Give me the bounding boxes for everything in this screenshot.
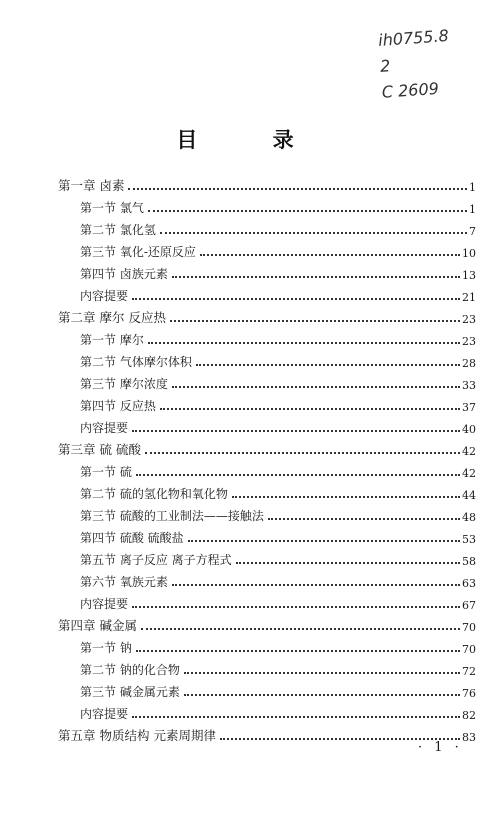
dot-leader	[128, 188, 467, 190]
page-title: 目 录	[176, 128, 328, 152]
toc-section-entry[interactable]	[58, 260, 476, 282]
dot-leader	[172, 276, 460, 278]
toc-section-entry[interactable]	[58, 546, 476, 568]
toc-section-entry[interactable]	[58, 568, 476, 590]
dot-leader	[148, 210, 467, 212]
dot-leader	[132, 606, 460, 608]
toc-section-entry[interactable]	[58, 634, 476, 656]
toc-entry-label: 第四节 硫酸 硫酸盐	[80, 531, 184, 545]
toc-entry-label: 第六节 氧族元素	[80, 575, 168, 589]
toc-entry-label: 第一节 摩尔	[80, 333, 144, 347]
dot-leader	[132, 298, 460, 300]
dot-leader	[268, 518, 460, 520]
toc-section-entry[interactable]	[58, 678, 476, 700]
toc-entry-label: 第五节 离子反应 离子方程式	[80, 553, 232, 567]
toc-chapter-entry[interactable]	[58, 172, 476, 194]
toc-entry-page: 63	[462, 577, 476, 590]
toc-entry-label: 内容提要	[80, 597, 129, 611]
toc-entry-page: 21	[462, 291, 476, 304]
toc-entry-label: 内容提要	[80, 707, 129, 721]
toc-section-entry[interactable]	[58, 392, 476, 414]
dot-leader	[132, 430, 460, 432]
table-of-contents	[58, 172, 476, 744]
toc-entry-page: 13	[462, 269, 476, 282]
toc-entry-page: 70	[462, 643, 476, 656]
toc-section-entry[interactable]	[58, 216, 476, 238]
dot-leader	[136, 474, 460, 476]
dot-leader	[148, 342, 460, 344]
toc-section-entry[interactable]	[58, 326, 476, 348]
dot-leader	[170, 320, 460, 322]
toc-entry-page: 70	[462, 621, 476, 634]
toc-entry-label: 第一节 氯气	[80, 201, 144, 215]
toc-entry-label: 第一节 钠	[80, 641, 132, 655]
toc-section-entry[interactable]	[58, 502, 476, 524]
toc-chapter-entry[interactable]	[58, 304, 476, 326]
toc-section-entry[interactable]	[58, 458, 476, 480]
toc-entry-label: 第三章 硫 硫酸	[58, 442, 141, 457]
toc-entry-page: 40	[462, 423, 476, 436]
dot-leader	[141, 628, 460, 630]
toc-entry-label: 第四节 反应热	[80, 399, 156, 413]
dot-leader	[184, 672, 460, 674]
toc-entry-page: 10	[462, 247, 476, 260]
toc-entry-page: 1	[469, 203, 476, 216]
dot-leader	[232, 496, 460, 498]
dot-leader	[172, 386, 460, 388]
toc-entry-page: 28	[462, 357, 476, 370]
dot-leader	[160, 408, 460, 410]
toc-entry-page: 42	[462, 467, 476, 480]
toc-section-entry[interactable]	[58, 348, 476, 370]
toc-section-entry[interactable]	[58, 238, 476, 260]
dot-leader	[184, 694, 460, 696]
toc-entry-label: 第三节 氧化-还原反应	[80, 245, 196, 259]
handwriting-line-3: C 2609	[381, 78, 440, 102]
dot-leader	[160, 232, 467, 234]
dot-leader	[188, 540, 460, 542]
toc-chapter-entry[interactable]	[58, 722, 476, 744]
handwriting-line-2: 2	[379, 56, 391, 76]
toc-entry-page: 33	[462, 379, 476, 392]
toc-section-entry[interactable]	[58, 370, 476, 392]
dot-leader	[132, 716, 460, 718]
toc-entry-label: 第二节 氯化氢	[80, 223, 156, 237]
toc-section-entry[interactable]	[58, 194, 476, 216]
toc-entry-label: 第三节 摩尔浓度	[80, 377, 168, 391]
toc-entry-page: 7	[469, 225, 476, 238]
handwriting-line-1: ih0755.8	[377, 26, 450, 50]
toc-section-entry[interactable]	[58, 414, 476, 436]
toc-entry-label: 第四节 卤族元素	[80, 267, 168, 281]
toc-entry-page: 42	[462, 445, 476, 458]
toc-entry-page: 23	[462, 313, 476, 326]
toc-entry-label: 内容提要	[80, 421, 129, 435]
toc-entry-page: 48	[462, 511, 476, 524]
toc-entry-label: 第一节 硫	[80, 465, 132, 479]
toc-entry-page: 1	[469, 181, 476, 194]
toc-section-entry[interactable]	[58, 700, 476, 722]
toc-entry-page: 83	[462, 731, 476, 744]
toc-entry-label: 第二节 气体摩尔体积	[80, 355, 192, 369]
dot-leader	[236, 562, 460, 564]
toc-section-entry[interactable]	[58, 656, 476, 678]
page-number: · 1 ·	[418, 740, 463, 755]
toc-entry-page: 37	[462, 401, 476, 414]
toc-entry-page: 72	[462, 665, 476, 678]
toc-entry-label: 第一章 卤素	[58, 178, 125, 193]
toc-entry-page: 44	[462, 489, 476, 502]
toc-entry-page: 82	[462, 709, 476, 722]
toc-entry-page: 58	[462, 555, 476, 568]
dot-leader	[172, 584, 460, 586]
toc-section-entry[interactable]	[58, 524, 476, 546]
toc-entry-page: 53	[462, 533, 476, 546]
toc-chapter-entry[interactable]	[58, 436, 476, 458]
handwritten-annotation	[377, 20, 492, 105]
toc-section-entry[interactable]	[58, 480, 476, 502]
toc-entry-label: 第四章 碱金属	[58, 618, 137, 633]
toc-section-entry[interactable]	[58, 282, 476, 304]
dot-leader	[136, 650, 460, 652]
dot-leader	[145, 452, 460, 454]
toc-entry-page: 67	[462, 599, 476, 612]
toc-entry-label: 第三节 碱金属元素	[80, 685, 180, 699]
dot-leader	[196, 364, 460, 366]
toc-section-entry[interactable]	[58, 590, 476, 612]
toc-entry-page: 76	[462, 687, 476, 700]
toc-entry-label: 第二节 钠的化合物	[80, 663, 180, 677]
toc-entry-page: 23	[462, 335, 476, 348]
toc-entry-label: 第二节 硫的氢化物和氧化物	[80, 487, 228, 501]
dot-leader	[200, 254, 460, 256]
toc-chapter-entry[interactable]	[58, 612, 476, 634]
toc-entry-label: 第二章 摩尔 反应热	[58, 310, 166, 325]
toc-entry-label: 第三节 硫酸的工业制法——接触法	[80, 509, 264, 523]
toc-entry-label: 第五章 物质结构 元素周期律	[58, 728, 216, 743]
toc-entry-label: 内容提要	[80, 289, 129, 303]
